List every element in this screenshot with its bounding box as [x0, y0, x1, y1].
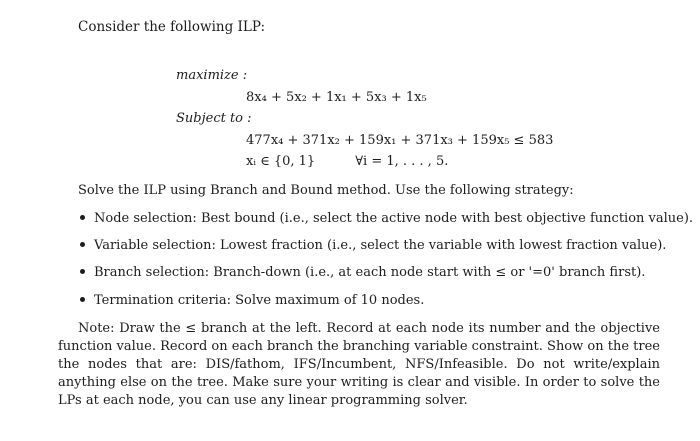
index-range: ∀i = 1, . . . , 5.: [355, 154, 449, 169]
knapsack-constraint: 477x₄ + 371x₂ + 159x₁ + 371x₃ + 159x₅ ≤ 583: [246, 133, 554, 148]
bullet-text: Branch selection: Branch-down (i.e., at each node start with ≤ or '=0' branch first).: [94, 265, 646, 280]
bullet-icon: [80, 215, 85, 220]
strategy-branch-selection: [80, 265, 645, 280]
variable-domain-line: [246, 154, 448, 169]
strategy-termination: [80, 293, 424, 308]
bullet-text: Variable selection: Lowest fraction (i.e., select the variable with lowest fraction value).: [94, 238, 667, 253]
binary-domain: xᵢ ∈ {0, 1}: [246, 154, 316, 169]
bullet-text: Termination criteria: Solve maximum of 10 nodes.: [94, 293, 425, 308]
intro-text: Consider the following ILP:: [78, 19, 266, 35]
note-text: Note: Draw the ≤ branch at the left. Record at each node its number and the objective function value. Record on each branch the branching variable constraint. Show on the tree the nodes that are: DIS/fathom, IFS/Incumbent, NFS/Infeasible. Do not write/explain anything else on the tree. Make sure your writing is clear and visible. In order to solve the LPs at each node, you can use any linear programming solver.: [58, 321, 660, 408]
instruction-text: Solve the ILP using Branch and Bound method. Use the following strategy:: [78, 183, 574, 198]
note-paragraph: [58, 320, 660, 410]
objective-function: 8x₄ + 5x₂ + 1x₁ + 5x₃ + 1x₅: [246, 90, 427, 105]
bullet-text: Node selection: Best bound (i.e., select the active node with best objective function value).: [94, 211, 694, 226]
maximize-label: maximize :: [176, 68, 248, 83]
strategy-variable-selection: [80, 238, 666, 253]
bullet-icon: [80, 269, 85, 274]
bullet-icon: [80, 242, 85, 247]
bullet-icon: [80, 297, 85, 302]
strategy-node-selection: [80, 211, 693, 226]
subject-to-label: Subject to :: [176, 111, 252, 126]
